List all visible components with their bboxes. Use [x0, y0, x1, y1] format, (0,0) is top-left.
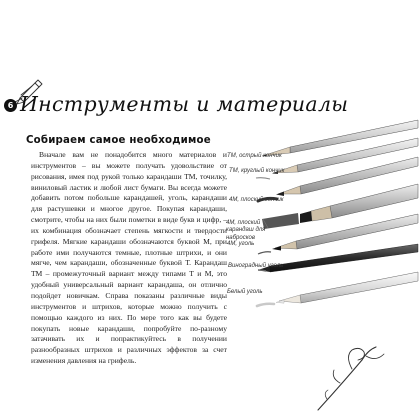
tool-label: 4М, уголь	[227, 241, 255, 247]
pencil-white-charcoal	[257, 272, 418, 306]
tool-label: 4М, плоский карандаш для набросков	[226, 220, 266, 241]
section-subtitle: Собираем самое необходимое	[26, 135, 211, 146]
tool-label: Белый уголь	[227, 289, 263, 295]
page-number: 6	[4, 99, 17, 112]
page-title: Инструменты и материалы	[20, 92, 349, 116]
tool-label: 4М, плоский кончик	[229, 197, 284, 203]
tool-label: Виноградный уголь	[228, 263, 284, 269]
body-paragraph: Вначале вам не понадобится много материалов и инструментов – вы можете получать удовольствие от рисования, имея под рукой только карандаши ТМ, точилку, виниловый ластик и любой лист бумаги. Вы всегда можете добавить потом побольше карандашей, уголь, карандаши для растушевки и многое другое. Покупая карандаши, смотрите, чтобы на них были пометки в виде букв и цифр, – их комбинация обозначает степень мягкости и твердости грифеля. Мягкие карандаши обозначаются буквой М, при работе ими получаются темные, плотные штрихи, и они мягче, чем карандаши, обозначенные буквой Т. Карандаш ТМ – промежуточный вариант между типами Т и М, это удобный универсальный вариант карандаша, он отлично подойдет новичкам. Справа показаны различные виды инструментов и штрихов, которые можно получить с помощью каждого из них. По мере того как вы будете покупать новые карандаши, попробуйте по-разному затачивать их и попрактикуйтесь в получении разнообразных штрихов и различных эффектов за счет изменения давления на грифель.	[31, 150, 227, 366]
tool-label: ТМ, острый кончик	[227, 153, 282, 159]
tool-label: ТМ, круглый кончик	[229, 168, 285, 174]
swirl-flourish-icon	[318, 347, 384, 410]
